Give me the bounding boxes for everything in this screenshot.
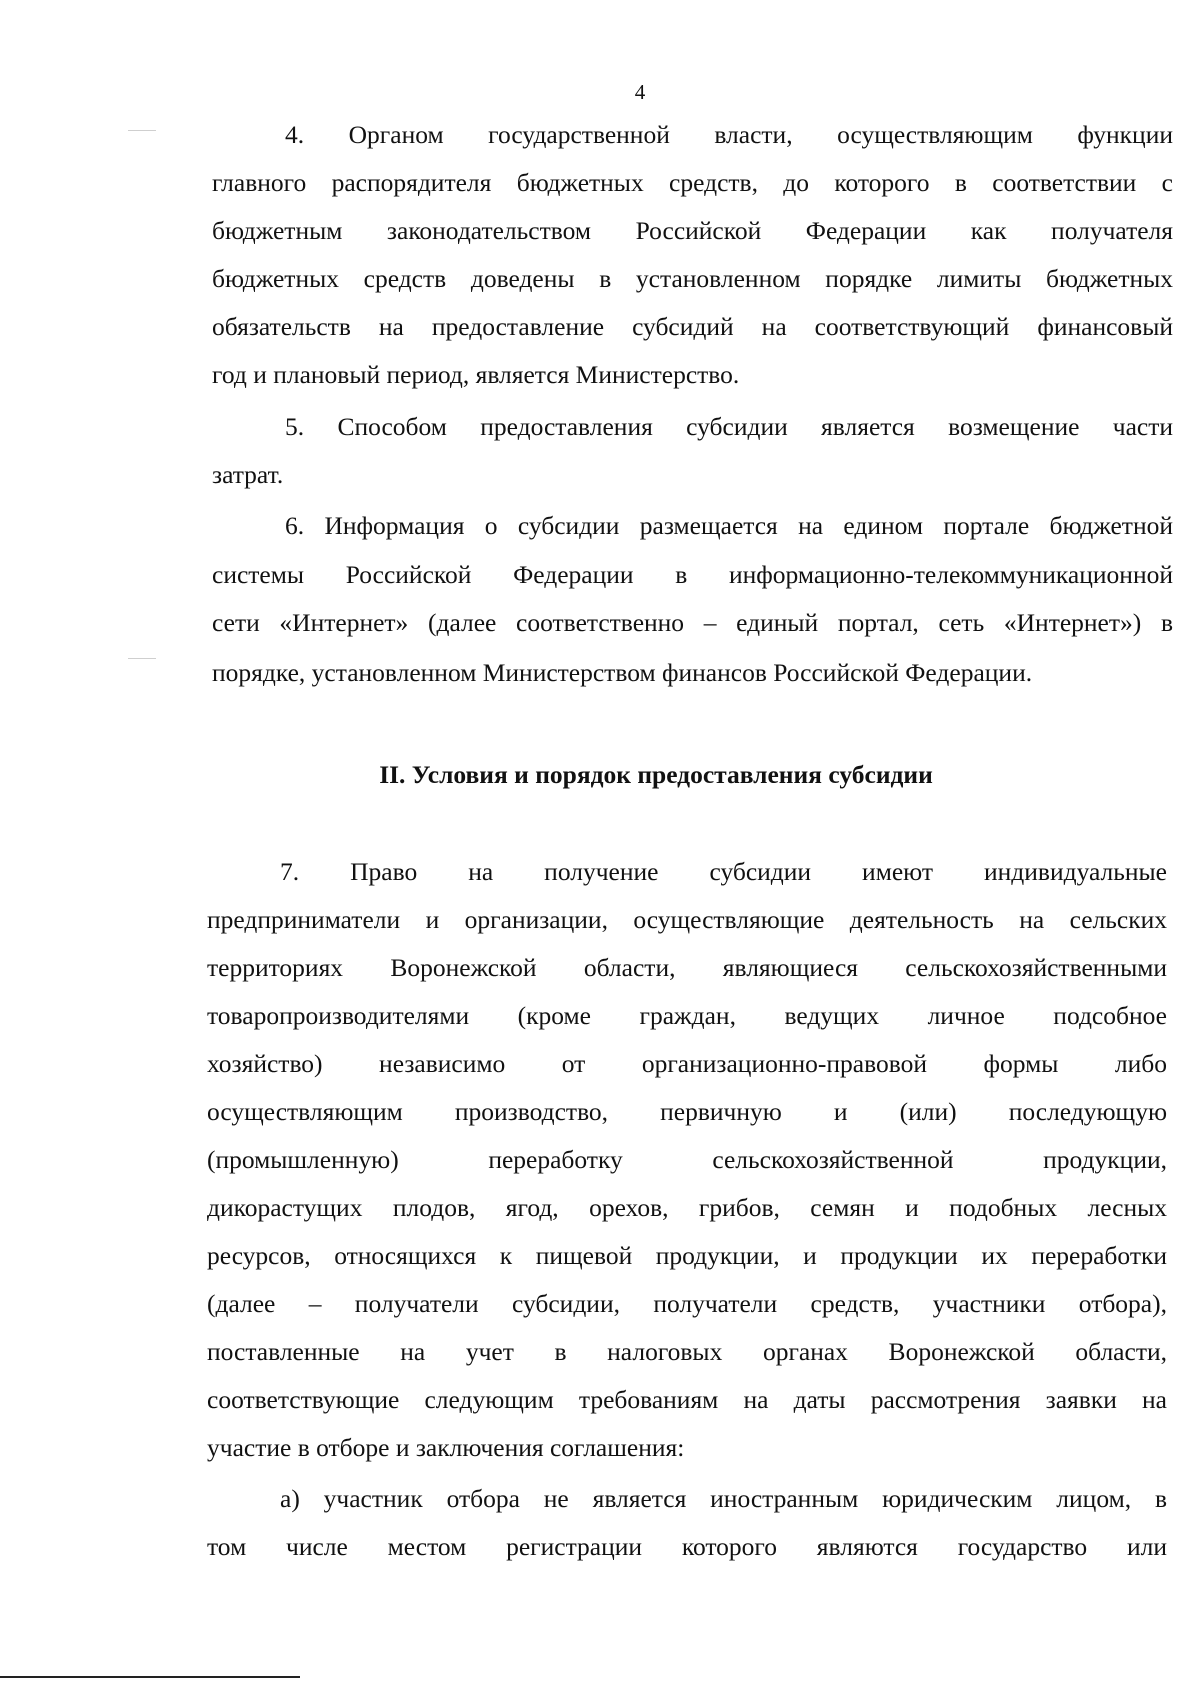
paragraph-4-line: обязательств на предоставление субсидий на соответствующий финансовый xyxy=(212,312,1173,341)
paragraph-6-line: системы Российской Федерации в информационно-телекоммуникационной xyxy=(212,560,1173,589)
paragraph-5-line: затрат. xyxy=(212,460,284,489)
paragraph-7-line: поставленные на учет в налоговых органах Воронежской области, xyxy=(207,1337,1167,1366)
paragraph-6-line: сети «Интернет» (далее соответственно – единый портал, сеть «Интернет») в xyxy=(212,608,1173,637)
item-a-line: том числе местом регистрации которого являются государство или xyxy=(207,1532,1167,1561)
paragraph-7-line: (далее – получатели субсидии, получатели средств, участники отбора), xyxy=(207,1289,1167,1318)
paragraph-7-line: 7. Право на получение субсидии имеют индивидуальные xyxy=(280,857,1167,886)
paragraph-7-line: ресурсов, относящихся к пищевой продукции, и продукции их переработки xyxy=(207,1241,1167,1270)
item-a-line: а) участник отбора не является иностранным юридическим лицом, в xyxy=(280,1484,1167,1513)
scan-margin-mark xyxy=(128,130,156,131)
section-heading: II. Условия и порядок предоставления субсидии xyxy=(379,760,933,789)
paragraph-4-line: 4. Органом государственной власти, осуществляющим функции xyxy=(285,120,1173,149)
paragraph-4-line: главного распорядителя бюджетных средств, до которого в соответствии с xyxy=(212,168,1173,197)
paragraph-7-line: хозяйство) независимо от организационно-правовой формы либо xyxy=(207,1049,1167,1078)
paragraph-7-line: товаропроизводителями (кроме граждан, ведущих личное подсобное xyxy=(207,1001,1167,1030)
paragraph-7-line: территориях Воронежской области, являющиеся сельскохозяйственными xyxy=(207,953,1167,982)
paragraph-7-line: участие в отборе и заключения соглашения: xyxy=(207,1433,685,1462)
page-number: 4 xyxy=(634,80,646,104)
paragraph-6-line: 6. Информация о субсидии размещается на едином портале бюджетной xyxy=(285,511,1173,540)
paragraph-5-line: 5. Способом предоставления субсидии является возмещение части xyxy=(285,412,1173,441)
paragraph-7-line: осуществляющим производство, первичную и (или) последующую xyxy=(207,1097,1167,1126)
scan-margin-mark xyxy=(128,658,156,659)
paragraph-6-line: порядке, установленном Министерством финансов Российской Федерации. xyxy=(212,658,1033,687)
paragraph-7-line: дикорастущих плодов, ягод, орехов, грибов, семян и подобных лесных xyxy=(207,1193,1167,1222)
paragraph-7-line: (промышленную) переработку сельскохозяйственной продукции, xyxy=(207,1145,1167,1174)
paragraph-4-line: год и плановый период, является Министерство. xyxy=(212,360,740,389)
footer-rule xyxy=(0,1676,300,1678)
paragraph-4-line: бюджетных средств доведены в установленном порядке лимиты бюджетных xyxy=(212,264,1173,293)
paragraph-4-line: бюджетным законодательством Российской Федерации как получателя xyxy=(212,216,1173,245)
paragraph-7-line: соответствующие следующим требованиям на даты рассмотрения заявки на xyxy=(207,1385,1167,1414)
paragraph-7-line: предприниматели и организации, осуществляющие деятельность на сельских xyxy=(207,905,1167,934)
